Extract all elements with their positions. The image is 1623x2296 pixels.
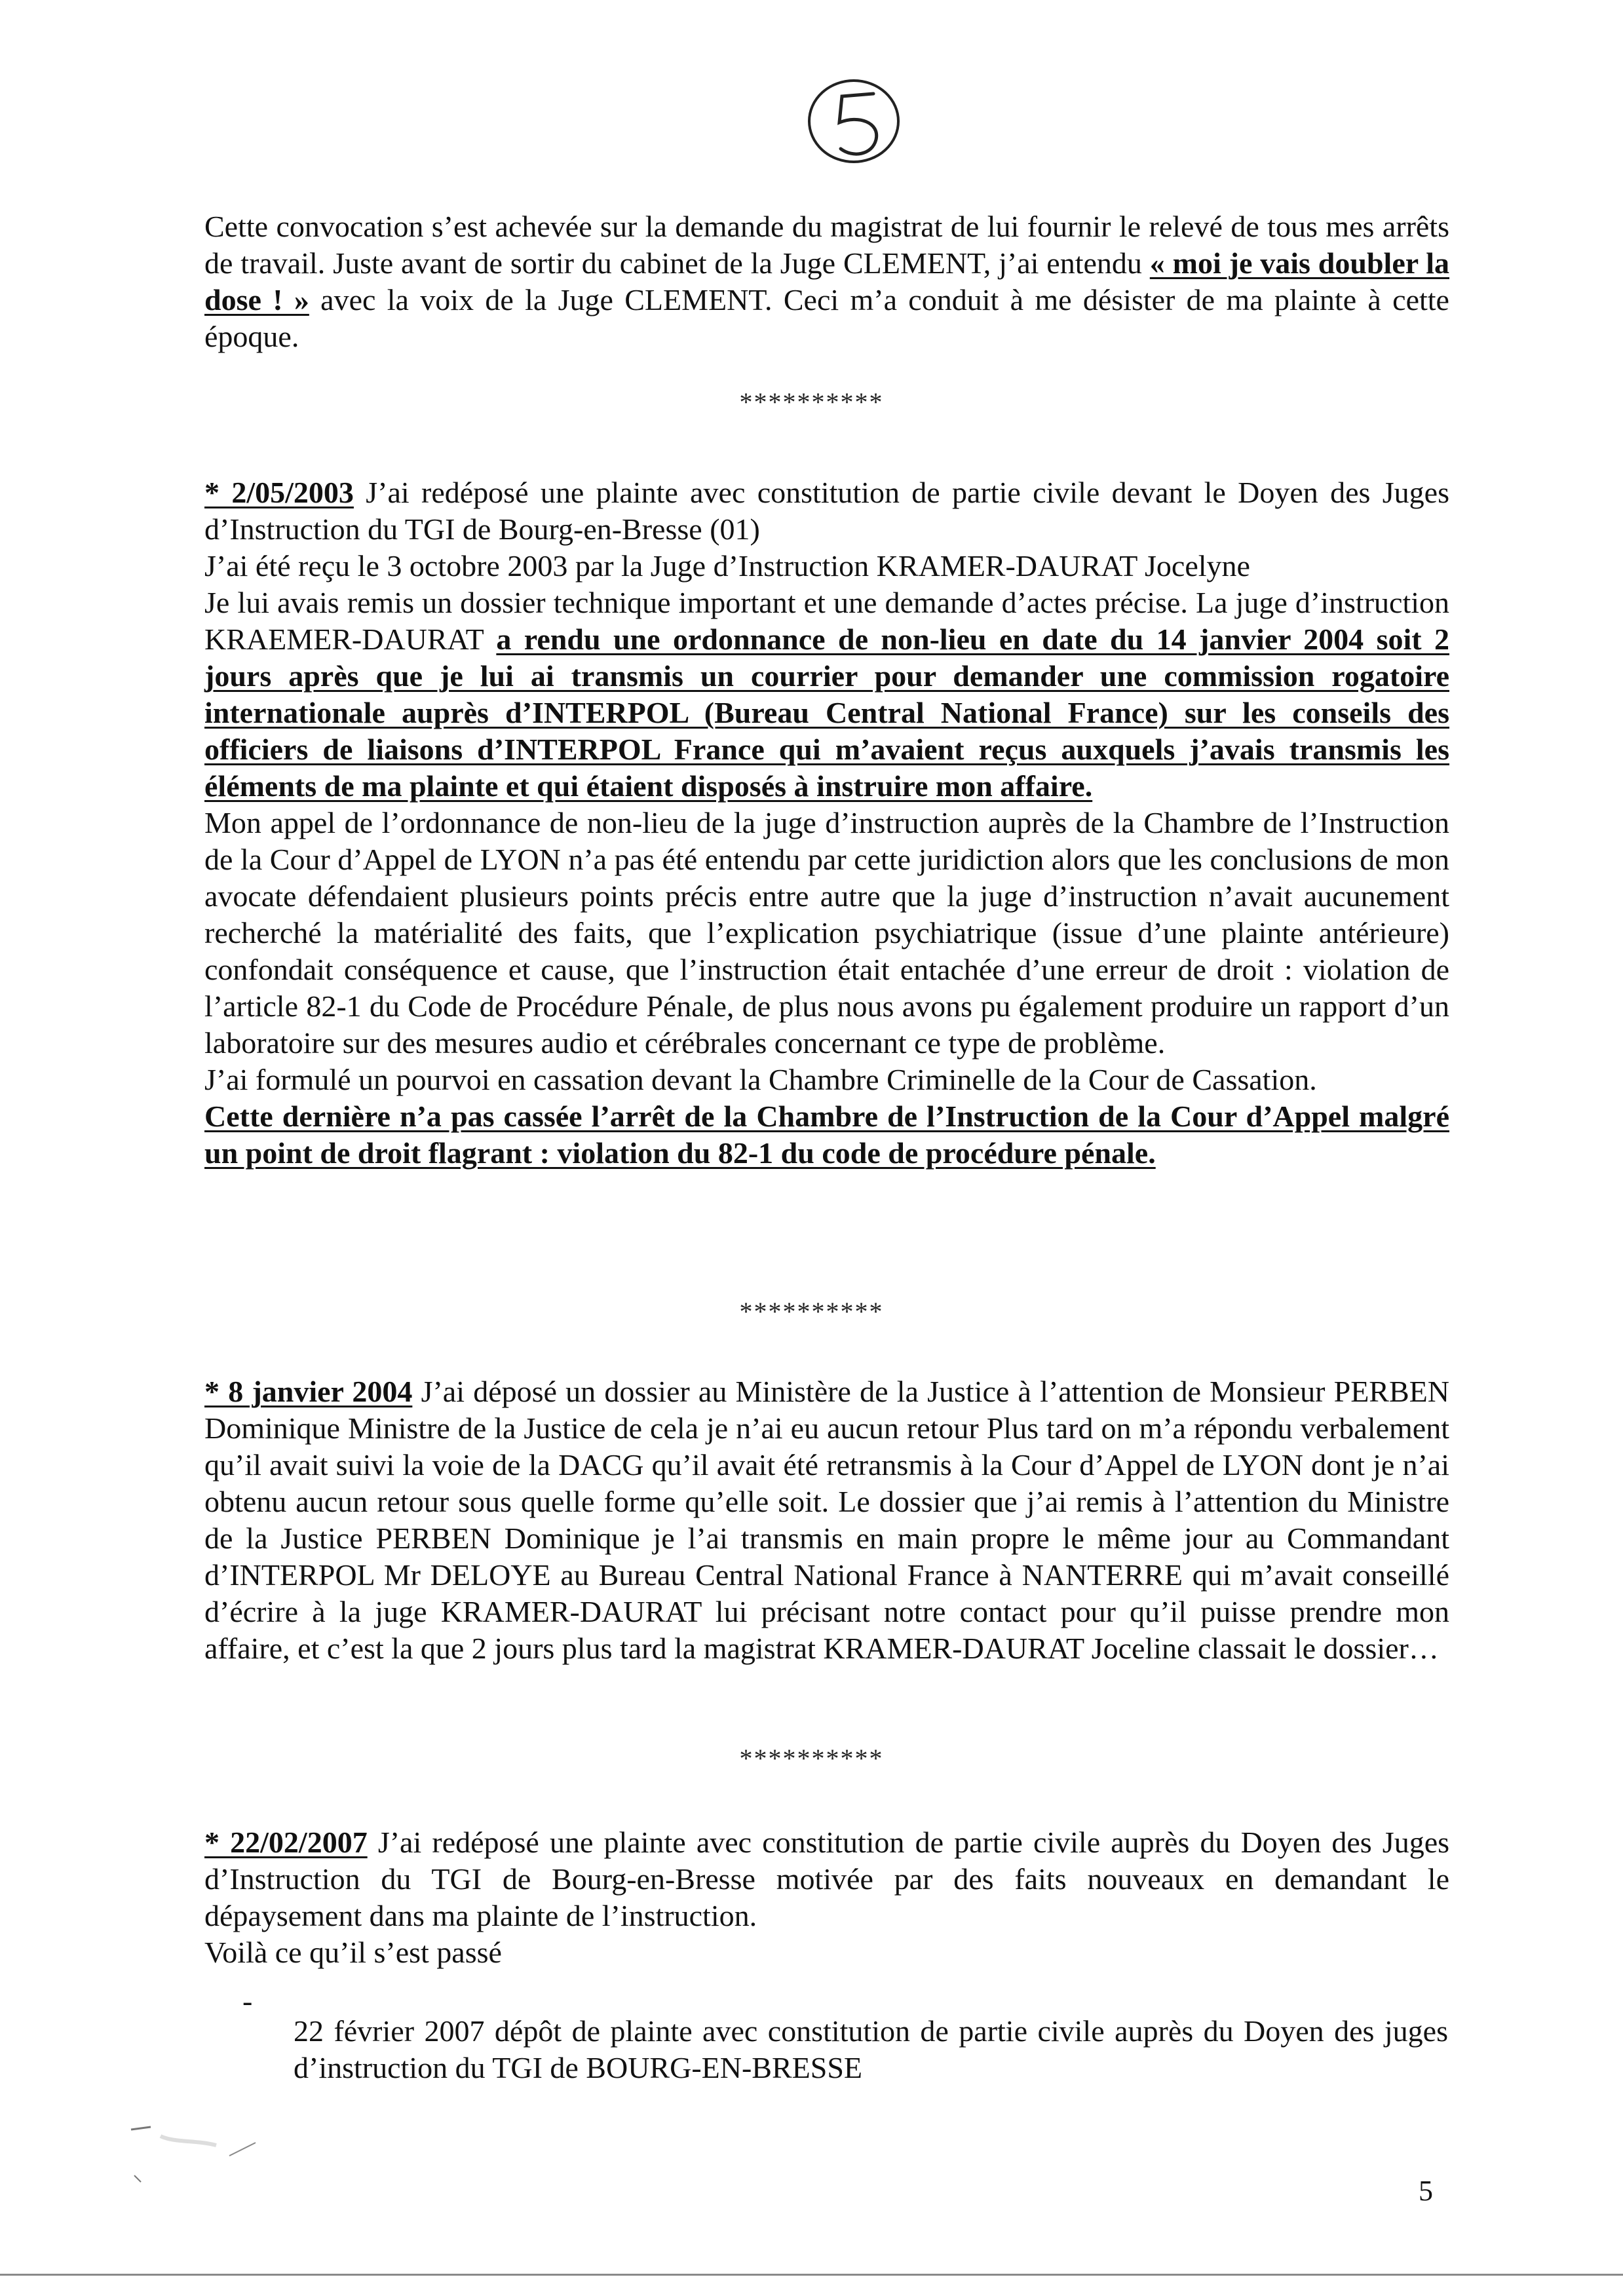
para2-text-2: J’ai été reçu le 3 octobre 2003 par la Juge d’Instruction KRAMER-DAURAT Jocelyne <box>204 549 1250 583</box>
scan-smudge <box>124 2116 275 2195</box>
para1-quote: « moi je vais doubler la dose ! » <box>204 246 1450 316</box>
para2-text-5: J’ai formulé un pourvoi en cassation devant la Chambre Criminelle de la Cour de Cassation. <box>204 1063 1317 1096</box>
list-dash: - <box>242 1984 253 2018</box>
para3-date: * 8 janvier 2004 <box>204 1375 413 1408</box>
paragraph-2005-2003 <box>204 474 1449 1172</box>
handwritten-page-number-mark <box>796 62 911 177</box>
para2-bold-1: a rendu une ordonnance de non-lieu en date du 14 janvier 2004 soit 2 jours après que je lui ai transmis un courrier pour demander une commission rogatoire internationale auprès d’INTERPOL (Bureau Central National France) sur les conseils des officiers de liaisons d’INTERPOL France qui m’avaient reçus auxquels j’avais transmis les éléments de ma plainte et qui étaient disposés à instruire mon affaire. <box>204 622 1449 803</box>
paragraph-8-janvier-2004 <box>204 1373 1449 1667</box>
paragraph-convocation <box>204 208 1449 355</box>
para2-text-4: Mon appel de l’ordonnance de non-lieu de la juge d’instruction auprès de la Chambre de l’Instruction de la Cour d’Appel de LYON n’a pas été entendu par cette juridiction alors que les conclusions de mon avocate défendaient plusieurs points précis entre autre que la juge d’instruction n’avait aucunement recherché la matérialité des faits, que l’explication psychiatrique (issue d’une plainte antérieure) confondait conséquence et cause, que l’instruction était entachée d’une erreur de droit : violation de l’article 82-1 du Code de Procédure Pénale, de plus nous avons pu également produire un rapport d’un laboratoire sur des mesures audio et cérébrales concernant ce type de problème. <box>204 806 1449 1060</box>
list-item-text: 22 février 2007 dépôt de plainte avec constitution de partie civile auprès du Doyen des juges d’instruction du TGI de BOURG-EN-BRESSE <box>294 2014 1448 2084</box>
para4-date: * 22/02/2007 <box>204 1826 368 1859</box>
para4-text-1: J’ai redéposé une plainte avec constitution de partie civile auprès du Doyen des Juges d’Instruction du TGI de Bourg-en-Bresse motivée par des faits nouveaux en demandant le dépaysement dans ma plainte de l’instruction. <box>204 1826 1450 1932</box>
list-item <box>242 1983 1448 2116</box>
para1-text-2: avec la voix de la Juge CLEMENT. Ceci m’a conduit à me désister de ma plainte à cette époque. <box>204 283 1449 353</box>
para3-text-1: J’ai déposé un dossier au Ministère de la Justice à l’attention de Monsieur PERBEN Dominique Ministre de la Justice de cela je n’ai eu aucun retour Plus tard on m’a répondu verbalement qu’il avait suivi la voie de la DACG qu’il avait été retransmis à la Cour d’Appel de LYON dont je n’ai obtenu aucun retour sous quelle forme qu’elle soit. Le dossier que j’ai remis à l’attention du Ministre de la Justice PERBEN Dominique je l’ai transmis en main propre le même jour au Commandant d’INTERPOL Mr DELOYE au Bureau Central National France à NANTERRE qui m’avait conseillé d’écrire à la juge KRAMER-DAURAT lui précisant notre contact pour qu’il puisse prendre mon affaire, et c’est la que 2 jours plus tard la magistrat KRAMER-DAURAT Joceline classait le dossier… <box>204 1375 1449 1665</box>
page-number: 5 <box>1419 2175 1433 2207</box>
para4-text-2: Voilà ce qu’il s’est passé <box>204 1936 502 1969</box>
separator-3: ********** <box>739 1744 884 1773</box>
para2-text-3: Je lui avais remis un dossier technique important et une demande d’actes précise. La juge d’instruction KRAEMER-DAURAT <box>204 586 1449 656</box>
para2-date: * 2/05/2003 <box>204 476 354 509</box>
para2-text-1: J’ai redéposé une plainte avec constitution de partie civile devant le Doyen des Juges d’Instruction du TGI de Bourg-en-Bresse (01) <box>204 476 1450 546</box>
para2-bold-2: Cette dernière n’a pas cassée l’arrêt de la Chambre de l’Instruction de la Cour d’Appel malgré un point de droit flagrant : violation du 82-1 du code de procédure pénale. <box>204 1100 1449 1170</box>
scan-edge <box>0 2274 1623 2276</box>
separator-1: ********** <box>739 387 884 417</box>
separator-2: ********** <box>739 1297 884 1326</box>
para1-text-1: Cette convocation s’est achevée sur la demande du magistrat de lui fournir le relevé de tous mes arrêts de travail. Juste avant de sortir du cabinet de la Juge CLEMENT, j’ai entendu <box>204 210 1449 280</box>
paragraph-22-02-2007 <box>204 1824 1449 1971</box>
